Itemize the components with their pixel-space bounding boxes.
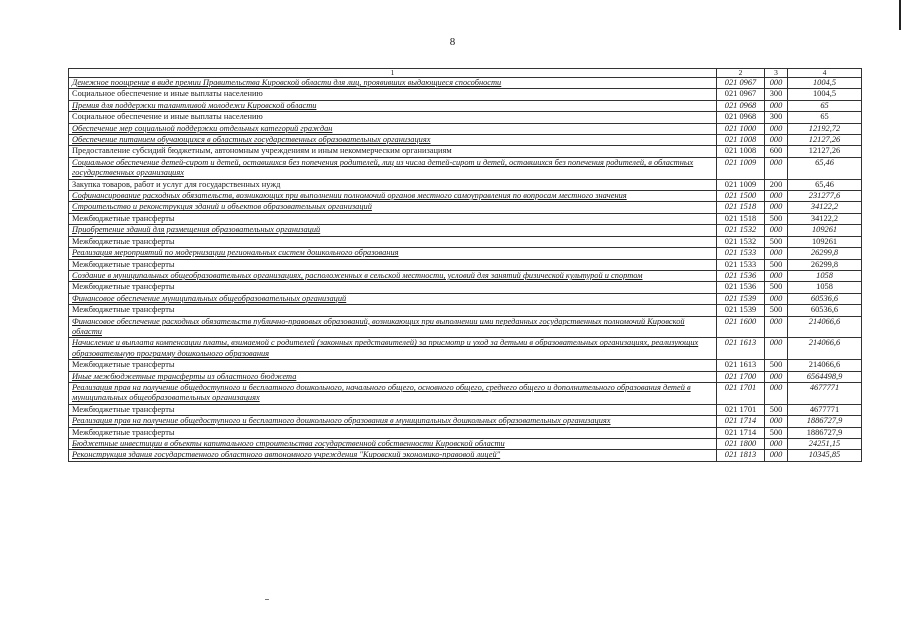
row-name: Межбюджетные трансферты	[69, 360, 717, 371]
scan-edge-mark	[899, 0, 901, 30]
row-expense-type: 000	[765, 123, 788, 134]
header-col-3: 3	[765, 69, 788, 78]
row-expense-type: 000	[765, 191, 788, 202]
row-code: 021 1800	[717, 439, 765, 450]
table-row	[69, 360, 862, 371]
row-code: 021 1008	[717, 146, 765, 157]
row-expense-type: 500	[765, 213, 788, 224]
row-name: Реализация прав на получение общедоступного и бесплатного дошкольного образования в муниципальных дошкольных образовательных организациях	[69, 416, 717, 427]
table-row	[69, 404, 862, 415]
row-expense-type: 000	[765, 202, 788, 213]
row-code: 021 0968	[717, 112, 765, 123]
table-header-row	[69, 69, 862, 78]
row-name: Приобретение зданий для размещения образовательных организаций	[69, 225, 717, 236]
table-row	[69, 179, 862, 190]
row-expense-type: 000	[765, 450, 788, 461]
row-code: 021 1532	[717, 225, 765, 236]
header-col-2: 2	[717, 69, 765, 78]
row-name: Социальное обеспечение и иные выплаты населению	[69, 89, 717, 100]
row-expense-type: 300	[765, 89, 788, 100]
table-row	[69, 191, 862, 202]
row-sum: 65,46	[788, 179, 862, 190]
row-code: 021 1613	[717, 338, 765, 360]
row-expense-type: 200	[765, 179, 788, 190]
row-name: Закупка товаров, работ и услуг для государственных нужд	[69, 179, 717, 190]
row-name: Межбюджетные трансферты	[69, 427, 717, 438]
row-expense-type: 000	[765, 248, 788, 259]
row-sum: 26299,8	[788, 259, 862, 270]
row-code: 021 1000	[717, 123, 765, 134]
row-name: Финансовое обеспечение расходных обязательств публично-правовых образований, возникающих при выполнении ими переданных государственных полномочий Кировской области	[69, 316, 717, 338]
table-row	[69, 439, 862, 450]
row-code: 021 1532	[717, 236, 765, 247]
table-row	[69, 382, 862, 404]
row-sum: 65,46	[788, 157, 862, 179]
header-col-1: 1	[69, 69, 717, 78]
row-sum: 26299,8	[788, 248, 862, 259]
row-code: 021 1714	[717, 427, 765, 438]
row-code: 021 1613	[717, 360, 765, 371]
row-name: Межбюджетные трансферты	[69, 236, 717, 247]
header-col-4: 4	[788, 69, 862, 78]
table-row	[69, 248, 862, 259]
table-row	[69, 146, 862, 157]
page-number: 8	[449, 36, 456, 48]
row-expense-type: 000	[765, 293, 788, 304]
table-row	[69, 89, 862, 100]
row-sum: 65	[788, 100, 862, 111]
row-sum: 1886727,9	[788, 416, 862, 427]
row-expense-type: 000	[765, 270, 788, 281]
row-code: 021 1600	[717, 316, 765, 338]
row-name: Начисление и выплата компенсации платы, взимаемой с родителей (законных представителей) за присмотр и уход за детьми в образовательных организациях, реализующих образовательную программу дошкольного образования	[69, 338, 717, 360]
table-row	[69, 270, 862, 281]
row-code: 021 1518	[717, 213, 765, 224]
row-expense-type: 500	[765, 282, 788, 293]
row-sum: 1004,5	[788, 89, 862, 100]
table-row	[69, 371, 862, 382]
row-sum: 12127,26	[788, 146, 862, 157]
row-name: Реконструкция здания государственного областного автономного учреждения "Кировский экономико-правовой лицей"	[69, 450, 717, 461]
row-sum: 60536,6	[788, 293, 862, 304]
row-name: Создание в муниципальных общеобразовательных организациях, расположенных в сельской местности, условий для занятий физической культурой и спортом	[69, 270, 717, 281]
row-sum: 109261	[788, 236, 862, 247]
table-row	[69, 338, 862, 360]
row-name: Обеспечение мер социальной поддержки отдельных категорий граждан	[69, 123, 717, 134]
row-expense-type: 500	[765, 305, 788, 316]
row-sum: 1004,5	[788, 78, 862, 89]
table-row	[69, 157, 862, 179]
row-expense-type: 000	[765, 100, 788, 111]
row-code: 021 1539	[717, 305, 765, 316]
row-name: Премия для поддержки талантливой молодежи Кировской области	[69, 100, 717, 111]
row-expense-type: 300	[765, 112, 788, 123]
row-name: Строительство и реконструкция зданий и объектов образовательных организаций	[69, 202, 717, 213]
row-name: Межбюджетные трансферты	[69, 259, 717, 270]
row-code: 021 1714	[717, 416, 765, 427]
row-name: Иные межбюджетные трансферты из областного бюджета	[69, 371, 717, 382]
row-expense-type: 000	[765, 371, 788, 382]
row-sum: 214066,6	[788, 316, 862, 338]
row-sum: 34122,2	[788, 213, 862, 224]
scan-mark	[265, 599, 269, 600]
row-code: 021 1813	[717, 450, 765, 461]
budget-table	[68, 68, 862, 462]
table-row	[69, 236, 862, 247]
row-expense-type: 500	[765, 427, 788, 438]
row-sum: 6564498,9	[788, 371, 862, 382]
row-sum: 109261	[788, 225, 862, 236]
row-sum: 12127,26	[788, 135, 862, 146]
row-sum: 10345,85	[788, 450, 862, 461]
table-row	[69, 213, 862, 224]
row-code: 021 0968	[717, 100, 765, 111]
row-code: 021 1518	[717, 202, 765, 213]
row-sum: 60536,6	[788, 305, 862, 316]
row-sum: 1058	[788, 282, 862, 293]
row-name: Денежное поощрение в виде премии Правительства Кировской области для лиц, проявивших выдающиеся способности	[69, 78, 717, 89]
table-row	[69, 416, 862, 427]
row-name: Межбюджетные трансферты	[69, 305, 717, 316]
table-row	[69, 282, 862, 293]
row-expense-type: 000	[765, 78, 788, 89]
row-code: 021 0967	[717, 78, 765, 89]
table-row	[69, 78, 862, 89]
row-name: Реализация прав на получение общедоступного и бесплатного дошкольного, начального общего, основного общего, среднего общего и дополнительного образования детей в муниципальных общеобразовательных организациях	[69, 382, 717, 404]
table-row	[69, 305, 862, 316]
table-row	[69, 427, 862, 438]
row-name: Обеспечение питанием обучающихся в областных государственных образовательных организациях	[69, 135, 717, 146]
row-code: 021 1536	[717, 282, 765, 293]
row-name: Бюджетные инвестиции в объекты капитального строительства государственной собственности Кировской области	[69, 439, 717, 450]
row-code: 021 0967	[717, 89, 765, 100]
row-name: Межбюджетные трансферты	[69, 404, 717, 415]
row-sum: 24251,15	[788, 439, 862, 450]
row-code: 021 1533	[717, 248, 765, 259]
row-name: Реализация мероприятий по модернизации региональных систем дошкольного образования	[69, 248, 717, 259]
row-expense-type: 000	[765, 157, 788, 179]
table-row	[69, 450, 862, 461]
row-expense-type: 500	[765, 360, 788, 371]
table-row	[69, 293, 862, 304]
row-code: 021 1701	[717, 404, 765, 415]
table-row	[69, 100, 862, 111]
row-code: 021 1009	[717, 157, 765, 179]
row-expense-type: 000	[765, 439, 788, 450]
row-name: Софинансирование расходных обязательств, возникающих при выполнении полномочий органов местного самоуправления по вопросам местного значения	[69, 191, 717, 202]
table-row	[69, 123, 862, 134]
row-code: 021 1500	[717, 191, 765, 202]
row-sum: 4677771	[788, 382, 862, 404]
row-code: 021 1533	[717, 259, 765, 270]
row-expense-type: 000	[765, 338, 788, 360]
row-code: 021 1539	[717, 293, 765, 304]
row-sum: 1886727,9	[788, 427, 862, 438]
row-expense-type: 500	[765, 404, 788, 415]
row-sum: 34122,2	[788, 202, 862, 213]
row-sum: 65	[788, 112, 862, 123]
row-sum: 231277,6	[788, 191, 862, 202]
table-row	[69, 135, 862, 146]
table-row	[69, 112, 862, 123]
row-expense-type: 000	[765, 416, 788, 427]
row-expense-type: 500	[765, 259, 788, 270]
row-expense-type: 600	[765, 146, 788, 157]
row-expense-type: 000	[765, 135, 788, 146]
row-sum: 214066,6	[788, 338, 862, 360]
row-code: 021 1700	[717, 371, 765, 382]
row-sum: 4677771	[788, 404, 862, 415]
row-name: Социальное обеспечение и иные выплаты населению	[69, 112, 717, 123]
row-name: Социальное обеспечение детей-сирот и детей, оставшихся без попечения родителей, лиц из числа детей-сирот и детей, оставшихся без попечения родителей, в областных государственных организациях	[69, 157, 717, 179]
row-expense-type: 000	[765, 316, 788, 338]
budget-table-body	[69, 69, 862, 462]
table-row	[69, 316, 862, 338]
row-expense-type: 500	[765, 236, 788, 247]
row-name: Межбюджетные трансферты	[69, 282, 717, 293]
row-sum: 214066,6	[788, 360, 862, 371]
table-row	[69, 259, 862, 270]
table-row	[69, 202, 862, 213]
row-expense-type: 000	[765, 225, 788, 236]
row-sum: 1058	[788, 270, 862, 281]
row-name: Предоставление субсидий бюджетным, автономным учреждениям и иным некоммерческим организациям	[69, 146, 717, 157]
row-expense-type: 000	[765, 382, 788, 404]
row-code: 021 1008	[717, 135, 765, 146]
row-code: 021 1536	[717, 270, 765, 281]
table-row	[69, 225, 862, 236]
row-name: Межбюджетные трансферты	[69, 213, 717, 224]
row-code: 021 1701	[717, 382, 765, 404]
row-code: 021 1009	[717, 179, 765, 190]
row-sum: 12192,72	[788, 123, 862, 134]
row-name: Финансовое обеспечение муниципальных общеобразовательных организаций	[69, 293, 717, 304]
